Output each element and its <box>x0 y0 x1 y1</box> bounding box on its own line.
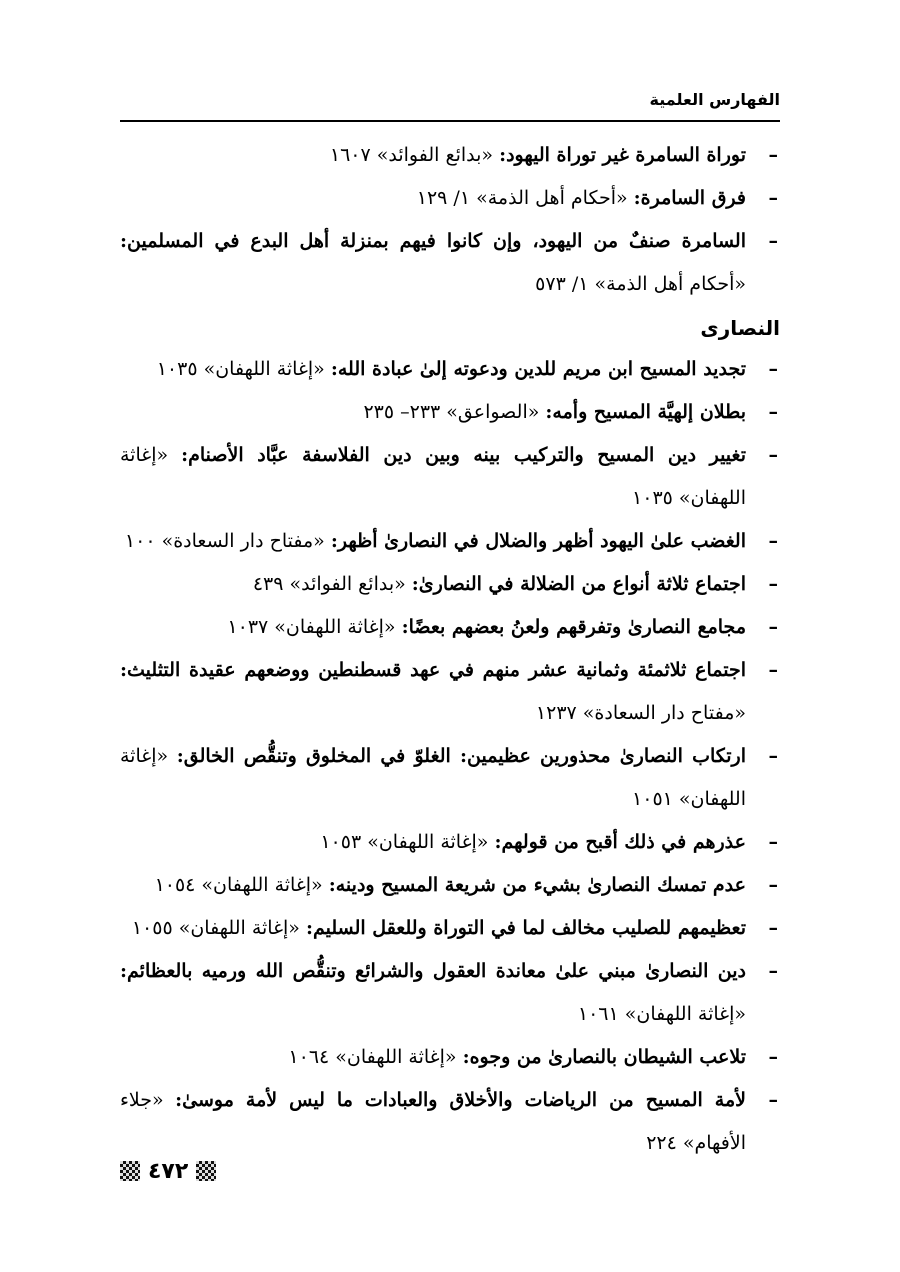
entry-topic: دين النصارىٰ مبني علىٰ معاندة العقول والشرائع وتنقُّص الله ورميه بالعظائم: <box>120 960 746 982</box>
entry-topic: السامرة صنفٌ من اليهود، وإن كانوا فيهم بمنزلة أهل البدع في المسلمين: <box>120 230 746 252</box>
index-entry <box>120 434 780 520</box>
entry-dash: – <box>768 401 778 423</box>
entry-reference: «إغاثة اللهفان» ١٠٣٥ <box>156 358 325 380</box>
header-rule <box>120 120 780 122</box>
index-entry <box>120 950 780 1036</box>
entry-reference: «جلاء الأفهام» ٢٢٤ <box>120 1089 746 1154</box>
entry-reference: «إغاثة اللهفان» ١٠٥٣ <box>320 831 489 853</box>
entry-topic: عذرهم في ذلك أقبح من قولهم: <box>494 831 746 853</box>
entry-topic: مجامع النصارىٰ وتفرقهم ولعنُ بعضهم بعضًا: <box>401 616 746 638</box>
index-entry <box>120 735 780 821</box>
entry-reference: «مفتاح دار السعادة» ١٢٣٧ <box>535 702 746 724</box>
entry-dash: – <box>768 874 778 896</box>
entry-topic: اجتماع ثلاثمئة وثمانية عشر منهم في عهد قسطنطين ووضعهم عقيدة التثليث: <box>120 659 746 681</box>
entry-dash: – <box>768 573 778 595</box>
entry-reference: «مفتاح دار السعادة» ١٠٠ <box>124 530 325 552</box>
entry-reference: «إغاثة اللهفان» ١٠٣٥ <box>120 444 746 509</box>
entry-topic: لأمة المسيح من الرياضات والأخلاق والعبادات ما ليس لأمة موسىٰ: <box>175 1089 746 1111</box>
entry-reference: «إغاثة اللهفان» ١٠٥٤ <box>154 874 323 896</box>
ornament-icon <box>120 1161 140 1181</box>
entry-dash: – <box>768 530 778 552</box>
index-entry <box>120 134 780 177</box>
index-entry <box>120 907 780 950</box>
index-entry <box>120 391 780 434</box>
entry-dash: – <box>768 144 778 166</box>
entry-dash: – <box>768 1089 778 1111</box>
page-number: ٤٧٢ <box>148 1158 189 1184</box>
entry-dash: – <box>768 960 778 982</box>
index-entry <box>120 177 780 220</box>
entry-topic: اجتماع ثلاثة أنواع من الضلالة في النصارىٰ: <box>411 573 746 595</box>
section-heading: النصارى <box>700 316 780 340</box>
entry-topic: فرق السامرة: <box>633 187 746 209</box>
entry-dash: – <box>768 831 778 853</box>
index-content <box>120 134 780 1165</box>
entry-reference: «إغاثة اللهفان» ١٠٦٤ <box>288 1046 457 1068</box>
entry-topic: ارتكاب النصارىٰ محذورين عظيمين: الغلوّ في المخلوق وتنقُّص الخالق: <box>176 745 746 767</box>
ornament-icon <box>196 1161 216 1181</box>
index-entry <box>120 348 780 391</box>
entry-topic: بطلان إلهيَّة المسيح وأمه: <box>545 401 746 423</box>
entry-dash: – <box>768 187 778 209</box>
entry-dash: – <box>768 745 778 767</box>
running-head: الفهارس العلمية <box>649 90 780 109</box>
entry-reference: «إغاثة اللهفان» ١٠٥٥ <box>131 917 300 939</box>
entry-topic: تعظيمهم للصليب مخالف لما في التوراة وللعقل السليم: <box>305 917 746 939</box>
entry-dash: – <box>768 358 778 380</box>
entry-topic: تغيير دين المسيح والتركيب بينه وبين دين الفلاسفة عبَّاد الأصنام: <box>181 444 746 466</box>
entry-reference: «إغاثة اللهفان» ١٠٥١ <box>120 745 746 810</box>
index-entry <box>120 1036 780 1079</box>
entries-christians <box>120 348 780 1165</box>
entry-topic: عدم تمسك النصارىٰ بشيء من شريعة المسيح ودينه: <box>328 874 746 896</box>
entry-reference: «بدائع الفوائد» ٤٣٩ <box>252 573 406 595</box>
index-entry <box>120 864 780 907</box>
entry-reference: «أحكام أهل الذمة» ١/ ١٢٩ <box>416 187 628 209</box>
entry-reference: «بدائع الفوائد» ١٦٠٧ <box>329 144 494 166</box>
entry-reference: «إغاثة اللهفان» ١٠٣٧ <box>227 616 396 638</box>
entry-dash: – <box>768 1046 778 1068</box>
entry-topic: تجديد المسيح ابن مريم للدين ودعوته إلىٰ عبادة الله: <box>330 358 746 380</box>
entry-reference: «الصواعق» ٢٣٣– ٢٣٥ <box>363 401 540 423</box>
index-entry <box>120 520 780 563</box>
entries-samaritans <box>120 134 780 306</box>
page-footer <box>120 1158 216 1184</box>
entry-reference: «إغاثة اللهفان» ١٠٦١ <box>577 1003 746 1025</box>
entry-topic: توراة السامرة غير توراة اليهود: <box>499 144 746 166</box>
index-entry <box>120 1079 780 1165</box>
entry-dash: – <box>768 444 778 466</box>
entry-topic: الغضب علىٰ اليهود أظهر والضلال في النصارىٰ أظهر: <box>330 530 746 552</box>
index-entry <box>120 821 780 864</box>
index-entry <box>120 220 780 306</box>
entry-reference: «أحكام أهل الذمة» ١/ ٥٧٣ <box>535 273 746 295</box>
entry-dash: – <box>768 659 778 681</box>
entry-dash: – <box>768 917 778 939</box>
entry-dash: – <box>768 230 778 252</box>
index-entry <box>120 649 780 735</box>
index-entry <box>120 606 780 649</box>
entry-topic: تلاعب الشيطان بالنصارىٰ من وجوه: <box>462 1046 746 1068</box>
index-entry <box>120 563 780 606</box>
entry-dash: – <box>768 616 778 638</box>
